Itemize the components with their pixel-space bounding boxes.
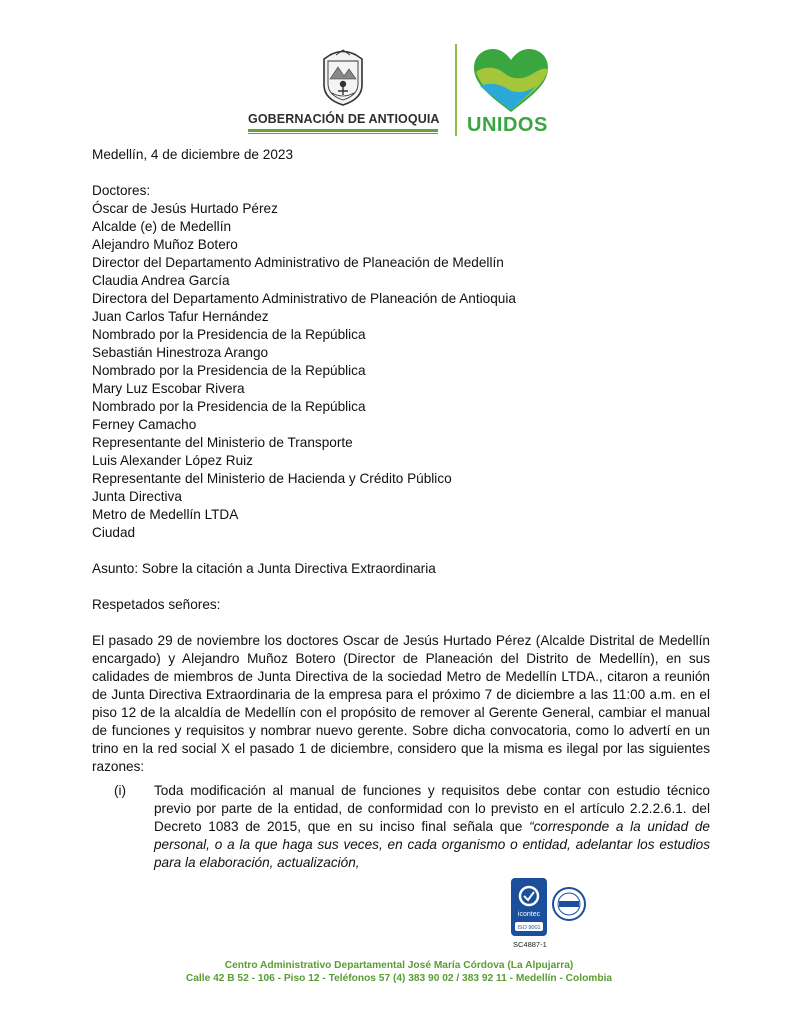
coat-of-arms-icon: [318, 49, 368, 107]
recipient-line: Metro de Medellín LTDA: [92, 507, 239, 522]
letterhead: [0, 44, 798, 140]
letter-body: [92, 146, 710, 872]
recipient-line: Claudia Andrea García: [92, 273, 230, 288]
header-divider: [455, 44, 457, 136]
reason-item: [92, 782, 710, 872]
recipient-block: [92, 182, 710, 542]
recipient-line: Representante del Ministerio de Hacienda y Crédito Público: [92, 471, 452, 486]
recipient-line: Nombrado por la Presidencia de la República: [92, 327, 366, 342]
footer-address-line1: Centro Administrativo Departamental José María Córdova (La Alpujarra): [224, 960, 574, 971]
recipient-line: Nombrado por la Presidencia de la República: [92, 399, 366, 414]
recipient-line: Óscar de Jesús Hurtado Pérez: [92, 201, 278, 216]
reason-number: (i): [114, 783, 127, 798]
gobernacion-underline: [248, 129, 438, 132]
gobernacion-name: GOBERNACIÓN DE ANTIOQUIA: [248, 112, 440, 126]
recipient-line: Sebastián Hinestroza Arango: [92, 345, 269, 360]
recipient-line: Representante del Ministerio de Transporte: [92, 435, 353, 450]
certification-code: SC4887-1: [513, 940, 547, 949]
date-line: Medellín, 4 de diciembre de 2023: [92, 147, 294, 162]
recipient-line: Directora del Departamento Administrativo de Planeación de Antioquia: [92, 291, 516, 306]
footer-address-line2: Calle 42 B 52 - 106 - Piso 12 - Teléfonos 57 (4) 383 90 02 / 383 92 11 - Medellín - Colombia: [185, 973, 613, 984]
reason-text: [154, 782, 710, 872]
recipient-line: Luis Alexander López Ruiz: [92, 453, 253, 468]
seal-sub: ISO 9001: [517, 925, 541, 931]
unidos-wordmark: UNIDOS: [467, 114, 548, 136]
recipient-line: Juan Carlos Tafur Hernández: [92, 309, 269, 324]
recipient-line: Alejandro Muñoz Botero: [92, 237, 238, 252]
recipient-line: Alcalde (e) de Medellín: [92, 219, 232, 234]
unidos-heart-icon: [470, 46, 552, 116]
recipient-line: Doctores:: [92, 183, 151, 198]
reason-text-plain: Toda modificación al manual de funciones y requisitos debe contar con estudio técnico previo por parte de la entidad, de conformidad con lo previsto en el artículo 2.2.2.6.1. del Decreto 1083 de 2015, que en su inciso final señala que: [154, 783, 710, 834]
gobernacion-underline-thin: [248, 133, 438, 134]
recipient-line: Nombrado por la Presidencia de la República: [92, 363, 366, 378]
seal-label: icontec: [517, 911, 541, 918]
subject-line: Asunto: Sobre la citación a Junta Directiva Extraordinaria: [92, 561, 436, 576]
salutation: Respetados señores:: [92, 597, 221, 612]
recipient-line: Mary Luz Escobar Rivera: [92, 381, 245, 396]
body-paragraph: El pasado 29 de noviembre los doctores Oscar de Jesús Hurtado Pérez (Alcalde Distrital de Medellín encargado) y Alejandro Muñoz Botero (Director de Planeación del Distrito de Medellín), en sus calidades de miembros de Junta Directiva de la sociedad Metro de Medellín LTDA., citaron a reunión de Junta Directiva Extraordinaria de la empresa para el próximo 7 de diciembre a las 11:00 a.m. en el piso 12 de la alcaldía de Medellín con el propósito de remover al Gerente General, cambiar el manual de funciones y requisitos y nombrar nuevo gerente. Sobre dicha convocatoria, como lo advertí en un trino en la red social X el pasado 1 de diciembre, considero que la misma es ilegal por las siguientes razones:: [92, 633, 710, 774]
icontec-certification-seals: [511, 878, 591, 948]
recipient-line: Director del Departamento Administrativo de Planeación de Medellín: [92, 255, 504, 270]
recipient-line: Junta Directiva: [92, 489, 182, 504]
reason-quote: “corresponde a la unidad de personal, o a la que haga sus veces, en cada organismo o entidad, adelantar los estudios para la elaboración, actualización,: [154, 819, 710, 870]
recipient-line: Ciudad: [92, 525, 136, 540]
recipient-line: Ferney Camacho: [92, 417, 197, 432]
